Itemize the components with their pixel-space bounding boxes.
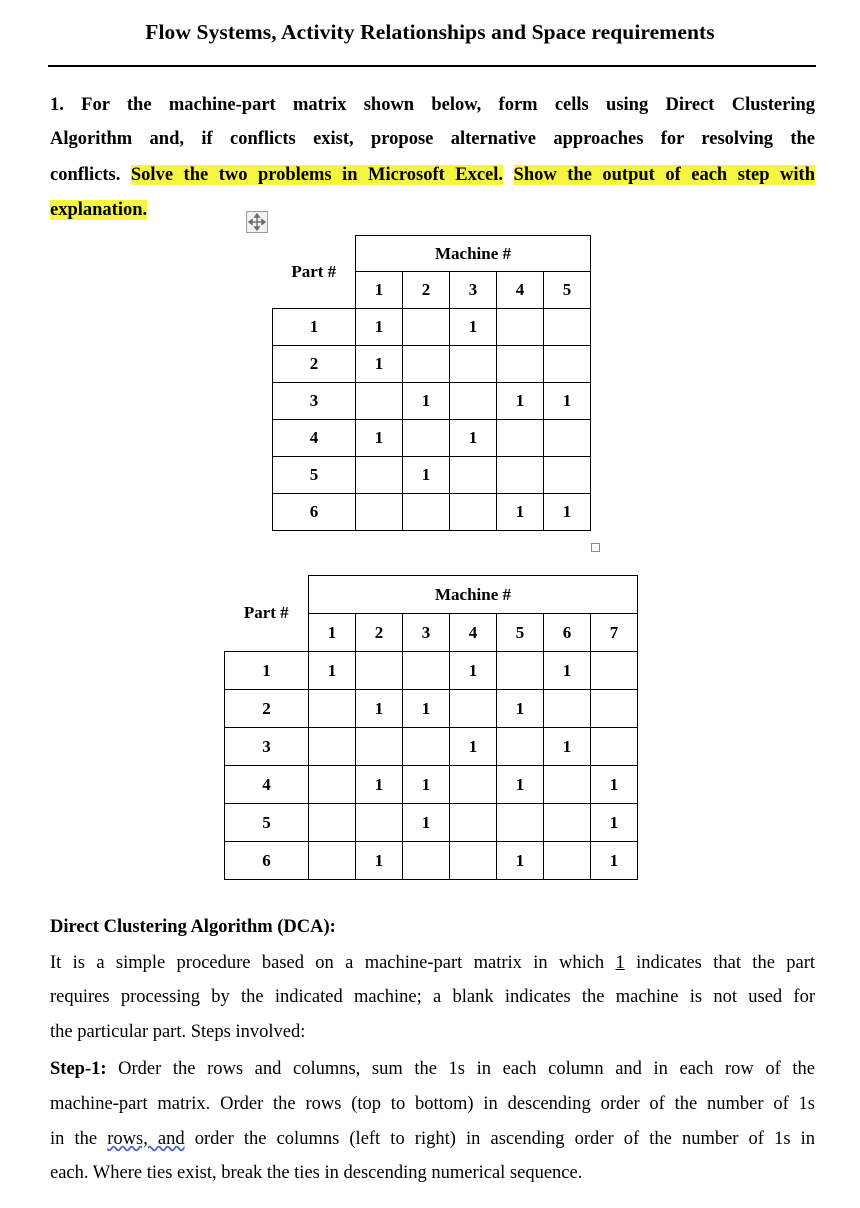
matrix-cell [544,457,591,494]
matrix-cell [450,346,497,383]
machine-part-matrix-1 [272,235,591,531]
dca-text-segment: It is a simple procedure based on a machine-part matrix in which [50,953,605,973]
matrix-cell [450,383,497,420]
matrix-cell [450,766,497,804]
dca-heading: Direct Clustering Algorithm (DCA): [50,917,336,937]
part-number: 3 [225,728,309,766]
matrix-cell: 1 [356,309,403,346]
matrix-cell [497,804,544,842]
matrix-cell [497,728,544,766]
matrix-cell: 1 [356,420,403,457]
table-row [225,766,638,804]
table-row [273,420,591,457]
table-row [225,842,638,880]
matrix-cell: 1 [544,383,591,420]
matrix-cell [403,420,450,457]
table-row [273,383,591,420]
matrix-cell [403,494,450,531]
part-number: 5 [273,457,356,494]
grammar-flagged-text[interactable]: rows, and [107,1129,185,1149]
machine-number: 2 [403,272,450,309]
table-row [225,804,638,842]
matrix-cell: 1 [544,494,591,531]
matrix-cell [403,842,450,880]
matrix-cell [309,690,356,728]
part-number: 1 [225,652,309,690]
machine-number: 2 [356,614,403,652]
matrix-cell [356,652,403,690]
part-number: 2 [273,346,356,383]
matrix-cell [309,728,356,766]
matrix-cell [544,690,591,728]
matrix-cell [450,457,497,494]
step1-line-1 [50,1059,815,1080]
matrix-cell: 1 [356,842,403,880]
step1-line-3 [50,1129,815,1150]
table-row [273,494,591,531]
step1-text: in the [50,1129,98,1149]
matrix-cell: 1 [544,728,591,766]
matrix-cell: 1 [591,804,638,842]
matrix-cell: 1 [591,842,638,880]
question-line-1: 1. For the machine-part matrix shown below, form cells using Direct Clustering [50,95,815,115]
step1-text: order the columns (left to right) in ascending order of the number of 1s in [194,1129,816,1149]
matrix-cell [356,457,403,494]
machine-header: Machine # [309,576,638,614]
matrix-cell [356,728,403,766]
matrix-cell: 1 [450,652,497,690]
matrix-cell: 1 [450,309,497,346]
machine-part-matrix-2 [224,575,638,880]
matrix-cell: 1 [497,766,544,804]
highlight-show-output: Show the output of each step with [513,165,816,185]
machine-header: Machine # [356,236,591,272]
table-row [225,728,638,766]
matrix-cell [356,383,403,420]
matrix-cell [309,804,356,842]
part-number: 6 [273,494,356,531]
table-row [273,309,591,346]
machine-number: 3 [403,614,450,652]
part-header-cell [273,236,356,309]
document-title: Flow Systems, Activity Relationships and Space requirements [145,20,715,44]
matrix-cell [403,652,450,690]
matrix-cell [309,766,356,804]
matrix-cell [544,766,591,804]
matrix-cell: 1 [497,690,544,728]
matrix-cell: 1 [450,728,497,766]
part-number: 4 [225,766,309,804]
title-divider [48,65,816,67]
machine-number: 1 [356,272,403,309]
highlight-solve-in-excel: Solve the two problems in Microsoft Excel. [130,165,504,185]
matrix-cell [450,842,497,880]
machine-number: 3 [450,272,497,309]
matrix-cell: 1 [356,346,403,383]
part-header-cell [225,576,309,652]
matrix-cell [403,309,450,346]
matrix-cell [497,420,544,457]
matrix-cell [591,690,638,728]
table-row [225,690,638,728]
matrix-cell [403,728,450,766]
matrix-cell [450,690,497,728]
matrix-cell: 1 [450,420,497,457]
machine-number: 4 [450,614,497,652]
matrix-cell [544,804,591,842]
table-row [273,457,591,494]
dca-text-segment: indicates that the part [636,953,816,973]
matrix-cell [309,842,356,880]
machine-number: 5 [544,272,591,309]
matrix-cell [403,346,450,383]
matrix-cell: 1 [309,652,356,690]
step1-label: Step-1: [50,1059,107,1079]
matrix-cell [356,494,403,531]
dca-paragraph-line-1 [50,953,815,974]
question-line-2: Algorithm and, if conflicts exist, propose alternative approaches for resolving the [50,129,815,149]
matrix-cell: 1 [497,494,544,531]
table-move-handle-icon[interactable] [246,211,268,233]
matrix-cell: 1 [403,457,450,494]
question-line-3-plain: conflicts. [50,165,121,185]
highlight-explanation: explanation. [50,200,148,220]
matrix-cell [497,346,544,383]
matrix-cell [591,652,638,690]
part-number: 1 [273,309,356,346]
part-number: 6 [225,842,309,880]
machine-number: 6 [544,614,591,652]
matrix-cell [356,804,403,842]
matrix-cell: 1 [497,383,544,420]
table-resize-handle[interactable] [591,543,600,552]
machine-number: 7 [591,614,638,652]
question-line-3 [50,165,815,186]
part-header: Part # [291,261,337,281]
part-header: Part # [243,603,289,623]
machine-number: 4 [497,272,544,309]
matrix-cell: 1 [544,652,591,690]
matrix-cell: 1 [591,766,638,804]
step1-text: Order the rows and columns, sum the 1s in each column and in each row of the [118,1059,815,1079]
matrix-cell: 1 [356,690,403,728]
matrix-cell [497,457,544,494]
step1-line-2: machine-part matrix. Order the rows (top to bottom) in descending order of the number of 1s [50,1094,815,1114]
matrix-cell: 1 [403,766,450,804]
matrix-cell: 1 [497,842,544,880]
matrix-cell: 1 [403,690,450,728]
part-number: 3 [273,383,356,420]
matrix-cell: 1 [356,766,403,804]
matrix-cell: 1 [403,804,450,842]
question-line-4 [50,200,815,221]
matrix-cell [497,652,544,690]
table-row [273,346,591,383]
dca-underlined-one: 1 [615,953,625,973]
part-number: 4 [273,420,356,457]
matrix-cell [450,494,497,531]
matrix-cell [450,804,497,842]
part-number: 2 [225,690,309,728]
table-row [225,652,638,690]
matrix-cell [544,346,591,383]
machine-number: 5 [497,614,544,652]
matrix-cell [544,842,591,880]
part-number: 5 [225,804,309,842]
matrix-cell [544,309,591,346]
dca-paragraph-line-3: the particular part. Steps involved: [50,1022,306,1042]
matrix-cell: 1 [403,383,450,420]
step1-line-4: each. Where ties exist, break the ties in descending numerical sequence. [50,1163,583,1183]
matrix-cell [591,728,638,766]
matrix-cell [497,309,544,346]
dca-paragraph-line-2: requires processing by the indicated machine; a blank indicates the machine is not used for [50,987,815,1007]
matrix-cell [544,420,591,457]
machine-number: 1 [309,614,356,652]
